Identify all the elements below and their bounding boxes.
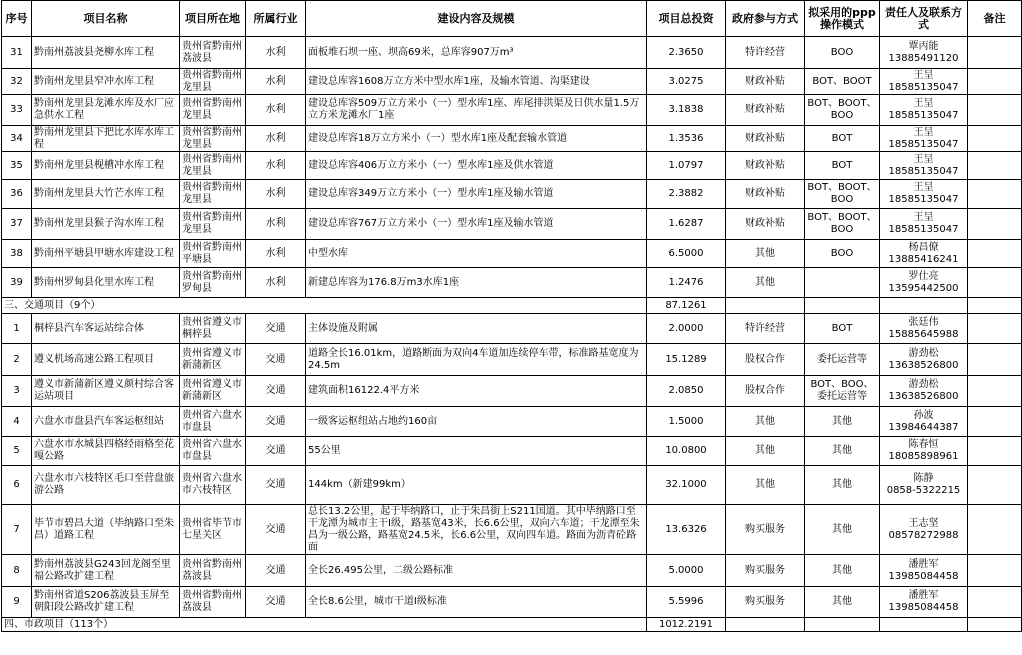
section-total: 1012.2191	[647, 618, 726, 632]
responsible-person	[880, 407, 968, 437]
project-location: 贵州省黔南州荔波县	[180, 555, 246, 587]
table-row	[2, 407, 1022, 437]
project-name: 毕节市碧昌大道（毕纳路口至朱昌）道路工程	[32, 505, 180, 555]
ppp-mode: 其他	[805, 437, 880, 466]
table-row	[2, 69, 1022, 95]
ppp-mode: BOT	[805, 152, 880, 180]
project-name: 黔南州省道S206荔波县玉屏至朝阳段公路改扩建工程	[32, 587, 180, 618]
government-participation: 财政补贴	[726, 209, 805, 240]
construction-content: 建设总库容509万立方米小（一）型水库1座、库尾排洪渠及日供水量1.5万立方米龙滩水厂1座	[306, 95, 647, 126]
remarks	[968, 505, 1022, 555]
project-name: 黔南州龙里县下把比水库水库工程	[32, 126, 180, 152]
industry: 交通	[246, 437, 306, 466]
government-participation: 购买服务	[726, 587, 805, 618]
responsible-person	[880, 209, 968, 240]
government-participation: 财政补贴	[726, 69, 805, 95]
remarks	[968, 126, 1022, 152]
government-participation: 特许经营	[726, 314, 805, 344]
remarks	[968, 555, 1022, 587]
phone-number: 13985084458	[888, 570, 959, 582]
industry: 水利	[246, 37, 306, 69]
table-row	[2, 152, 1022, 180]
row-number: 32	[2, 69, 32, 95]
responsible-person	[880, 466, 968, 505]
industry: 交通	[246, 376, 306, 407]
table-row	[2, 37, 1022, 69]
person-name: 潘胜军	[908, 558, 939, 570]
phone-number: 18585135047	[888, 110, 959, 121]
project-name: 遵义市新蒲新区遵义颜村综合客运站项目	[32, 376, 180, 407]
phone-number: 08578272988	[888, 529, 959, 541]
project-name: 黔南州罗甸县化里水库工程	[32, 268, 180, 298]
project-name: 黔南州荔波县尧柳水库工程	[32, 37, 180, 69]
remarks	[968, 37, 1022, 69]
phone-number: 13595442500	[888, 282, 959, 294]
project-name: 黔南州龙里县大竹芒水库工程	[32, 180, 180, 209]
project-name: 六盘水市六枝特区毛口至营盘旅游公路	[32, 466, 180, 505]
responsible-person	[880, 126, 968, 152]
construction-content: 中型水库	[306, 240, 647, 268]
responsible-person	[880, 37, 968, 69]
ppp-mode: 其他	[805, 505, 880, 555]
remarks	[968, 376, 1022, 407]
remarks	[968, 587, 1022, 618]
project-location: 贵州省遵义市桐梓县	[180, 314, 246, 344]
person-name: 陈静	[913, 473, 934, 484]
ppp-mode: BOT、BOOT、BOO	[805, 180, 880, 209]
row-number: 8	[2, 555, 32, 587]
total-investment: 1.5000	[647, 407, 726, 437]
industry: 水利	[246, 126, 306, 152]
person-name: 张廷伟	[908, 316, 939, 328]
header-cell: 建设内容及规模	[306, 1, 647, 37]
construction-content: 道路全长16.01km，道路断面为双向4车道加连续停车带，标准路基宽度为24.5m	[306, 344, 647, 376]
total-investment: 32.1000	[647, 466, 726, 505]
construction-content: 建设总库容406万立方米小（一）型水库1座及供水管道	[306, 152, 647, 180]
person-name: 王呈	[913, 212, 934, 223]
ppp-mode: BOT	[805, 126, 880, 152]
government-participation: 其他	[726, 268, 805, 298]
responsible-person	[880, 152, 968, 180]
row-number: 5	[2, 437, 32, 466]
remarks	[968, 268, 1022, 298]
responsible-person	[880, 505, 968, 555]
ppp-mode: BOT	[805, 314, 880, 344]
responsible-person	[880, 555, 968, 587]
government-participation: 财政补贴	[726, 95, 805, 126]
government-participation: 其他	[726, 466, 805, 505]
total-investment: 15.1289	[647, 344, 726, 376]
project-location: 贵州省六盘水市盘县	[180, 407, 246, 437]
section-label: 三、交通项目（9个）	[2, 298, 647, 314]
total-investment: 2.3882	[647, 180, 726, 209]
project-name: 黔南州龙里县窄冲水库工程	[32, 69, 180, 95]
government-participation: 其他	[726, 407, 805, 437]
project-location: 贵州省黔南州龙里县	[180, 95, 246, 126]
project-location: 贵州省遵义市新蒲新区	[180, 376, 246, 407]
row-number: 35	[2, 152, 32, 180]
construction-content: 全长26.495公里，二级公路标准	[306, 555, 647, 587]
total-investment: 2.3650	[647, 37, 726, 69]
row-number: 31	[2, 37, 32, 69]
total-investment: 1.3536	[647, 126, 726, 152]
government-participation: 其他	[726, 240, 805, 268]
water-rows	[2, 37, 1022, 298]
person-name: 陈春恒	[908, 439, 939, 450]
phone-number: 18585135047	[888, 81, 959, 93]
remarks	[968, 240, 1022, 268]
remarks	[968, 314, 1022, 344]
remarks	[968, 180, 1022, 209]
government-participation: 特许经营	[726, 37, 805, 69]
construction-content: 144km（新建99km）	[306, 466, 647, 505]
section-label: 四、市政项目（113个）	[2, 618, 647, 632]
table-row	[2, 126, 1022, 152]
remarks	[968, 69, 1022, 95]
construction-content: 建设总库容349万立方米小（一）型水库1座及输水管道	[306, 180, 647, 209]
person-name: 罗仕亮	[908, 270, 939, 282]
phone-number: 18585135047	[888, 138, 959, 150]
responsible-person	[880, 587, 968, 618]
responsible-person	[880, 344, 968, 376]
industry: 水利	[246, 95, 306, 126]
phone-number: 13985084458	[888, 602, 959, 613]
total-investment: 1.6287	[647, 209, 726, 240]
table-row	[2, 555, 1022, 587]
table-row	[2, 180, 1022, 209]
industry: 水利	[246, 240, 306, 268]
header-cell: 项目名称	[32, 1, 180, 37]
person-name: 王呈	[913, 69, 934, 81]
total-investment: 2.0000	[647, 314, 726, 344]
header-cell: 序号	[2, 1, 32, 37]
responsible-person	[880, 268, 968, 298]
person-name: 王呈	[913, 182, 934, 193]
person-name: 王呈	[913, 98, 934, 109]
government-participation: 购买服务	[726, 555, 805, 587]
row-number: 6	[2, 466, 32, 505]
row-number: 4	[2, 407, 32, 437]
project-location: 贵州省黔南州龙里县	[180, 126, 246, 152]
phone-number: 13638526800	[888, 359, 959, 371]
remarks	[968, 95, 1022, 126]
phone-number: 13885491120	[888, 52, 959, 64]
construction-content: 一级客运枢纽站占地约160亩	[306, 407, 647, 437]
header-cell: 备注	[968, 1, 1022, 37]
remarks	[968, 437, 1022, 466]
project-location: 贵州省六盘水市盘县	[180, 437, 246, 466]
table-row	[2, 376, 1022, 407]
project-table	[1, 0, 1022, 632]
government-participation: 股权合作	[726, 376, 805, 407]
ppp-mode: 其他	[805, 466, 880, 505]
industry: 交通	[246, 466, 306, 505]
remarks	[968, 344, 1022, 376]
phone-number: 18585135047	[888, 194, 959, 205]
traffic-rows	[2, 314, 1022, 618]
project-name: 遵义机场高速公路工程项目	[32, 344, 180, 376]
project-location: 贵州省毕节市七星关区	[180, 505, 246, 555]
construction-content: 建设总库容1608万立方米中型水库1座，及输水管道、沟渠建设	[306, 69, 647, 95]
project-location: 贵州省六盘水市六枝特区	[180, 466, 246, 505]
industry: 水利	[246, 152, 306, 180]
header-cell: 政府参与方式	[726, 1, 805, 37]
person-name: 游劲松	[908, 347, 939, 359]
person-name: 潘胜军	[908, 590, 939, 601]
row-number: 36	[2, 180, 32, 209]
government-participation: 股权合作	[726, 344, 805, 376]
person-name: 覃丙能	[908, 40, 939, 52]
phone-number: 13984644387	[888, 421, 959, 433]
project-location: 贵州省黔南州荔波县	[180, 587, 246, 618]
construction-content: 新建总库容为176.8万m3水库1座	[306, 268, 647, 298]
project-name: 六盘水市盘县汽车客运枢纽站	[32, 407, 180, 437]
construction-content: 建设总库容767万立方米小（一）型水库1座及输水管道	[306, 209, 647, 240]
row-number: 2	[2, 344, 32, 376]
section-row-traffic	[2, 298, 1022, 314]
phone-number: 18585135047	[888, 165, 959, 177]
project-location: 贵州省黔南州罗甸县	[180, 268, 246, 298]
government-participation: 财政补贴	[726, 152, 805, 180]
project-name: 黔南州龙里县枧槽冲水库工程	[32, 152, 180, 180]
project-location: 贵州省黔南州荔波县	[180, 37, 246, 69]
row-number: 1	[2, 314, 32, 344]
header-cell: 项目总投资	[647, 1, 726, 37]
total-investment: 3.1838	[647, 95, 726, 126]
person-name: 王志坚	[908, 517, 939, 529]
industry: 水利	[246, 268, 306, 298]
person-name: 王呈	[913, 126, 934, 138]
remarks	[968, 209, 1022, 240]
construction-content: 总长13.2公里，起于毕纳路口，止于朱昌街上S211国道。其中毕纳路口至干龙潭为城市主干I级，路基宽43米，长6.6公里，双向六车道；干龙潭至朱昌为一级公路，路基宽24.5米，长6.6公里，双向四车道。路面为沥青砼路面	[306, 505, 647, 555]
ppp-mode: BOO	[805, 240, 880, 268]
total-investment: 10.0800	[647, 437, 726, 466]
government-participation: 财政补贴	[726, 180, 805, 209]
total-investment: 5.0000	[647, 555, 726, 587]
phone-number: 13885416241	[888, 253, 959, 265]
ppp-mode: BOT、BOO、委托运营等	[805, 376, 880, 407]
project-location: 贵州省遵义市新蒲新区	[180, 344, 246, 376]
ppp-mode: 其他	[805, 407, 880, 437]
project-name: 黔南州龙里县龙滩水库及水厂应急供水工程	[32, 95, 180, 126]
industry: 交通	[246, 407, 306, 437]
phone-number: 18085898961	[888, 451, 959, 462]
industry: 交通	[246, 555, 306, 587]
person-name: 王呈	[913, 153, 934, 165]
ppp-mode: 其他	[805, 587, 880, 618]
row-number: 3	[2, 376, 32, 407]
header-cell: 项目所在地	[180, 1, 246, 37]
total-investment: 1.0797	[647, 152, 726, 180]
industry: 水利	[246, 180, 306, 209]
remarks	[968, 152, 1022, 180]
responsible-person	[880, 95, 968, 126]
phone-number: 13638526800	[888, 391, 959, 402]
person-name: 杨昌僚	[908, 241, 939, 253]
ppp-mode: 其他	[805, 555, 880, 587]
table-row	[2, 466, 1022, 505]
table-row	[2, 437, 1022, 466]
project-name: 黔南州荔波县G243回龙阁至里福公路改扩建工程	[32, 555, 180, 587]
construction-content: 面板堆石坝一座、坝高69米，总库容907万m³	[306, 37, 647, 69]
person-name: 孙波	[913, 409, 934, 421]
industry: 交通	[246, 344, 306, 376]
responsible-person	[880, 240, 968, 268]
construction-content: 55公里	[306, 437, 647, 466]
project-location: 贵州省黔南州龙里县	[180, 209, 246, 240]
header-row	[2, 1, 1022, 37]
row-number: 37	[2, 209, 32, 240]
construction-content: 建筑面积16122.4平方米	[306, 376, 647, 407]
ppp-mode: BOT、BOOT、BOO	[805, 209, 880, 240]
table-row	[2, 314, 1022, 344]
project-name: 桐梓县汽车客运站综合体	[32, 314, 180, 344]
section-total: 87.1261	[647, 298, 726, 314]
table-row	[2, 95, 1022, 126]
row-number: 38	[2, 240, 32, 268]
total-investment: 5.5996	[647, 587, 726, 618]
industry: 交通	[246, 505, 306, 555]
header-cell: 责任人及联系方式	[880, 1, 968, 37]
remarks	[968, 407, 1022, 437]
header-cell: 拟采用的ppp操作模式	[805, 1, 880, 37]
table-row	[2, 268, 1022, 298]
construction-content: 主体设施及附属	[306, 314, 647, 344]
remarks	[968, 466, 1022, 505]
table-row	[2, 344, 1022, 376]
row-number: 39	[2, 268, 32, 298]
responsible-person	[880, 69, 968, 95]
row-number: 34	[2, 126, 32, 152]
table-row	[2, 587, 1022, 618]
industry: 水利	[246, 69, 306, 95]
row-number: 33	[2, 95, 32, 126]
table-row	[2, 240, 1022, 268]
government-participation: 其他	[726, 437, 805, 466]
table-row	[2, 209, 1022, 240]
total-investment: 6.5000	[647, 240, 726, 268]
construction-content: 全长8.6公里，城市干道Ⅰ级标准	[306, 587, 647, 618]
responsible-person	[880, 180, 968, 209]
header-cell: 所属行业	[246, 1, 306, 37]
project-location: 贵州省黔南州龙里县	[180, 69, 246, 95]
ppp-mode	[805, 268, 880, 298]
phone-number: 18585135047	[888, 224, 959, 235]
phone-number: 0858-5322215	[886, 485, 961, 496]
ppp-mode: BOT、BOOT	[805, 69, 880, 95]
government-participation: 购买服务	[726, 505, 805, 555]
total-investment: 3.0275	[647, 69, 726, 95]
project-location: 贵州省黔南州平塘县	[180, 240, 246, 268]
project-name: 黔南州龙里县猴子沟水库工程	[32, 209, 180, 240]
row-number: 9	[2, 587, 32, 618]
responsible-person	[880, 314, 968, 344]
person-name: 游劲松	[908, 379, 939, 390]
industry: 水利	[246, 209, 306, 240]
industry: 交通	[246, 587, 306, 618]
project-name: 黔南州平塘县甲塘水库建设工程	[32, 240, 180, 268]
construction-content: 建设总库容18万立方米小（一）型水库1座及配套输水管道	[306, 126, 647, 152]
responsible-person	[880, 376, 968, 407]
industry: 交通	[246, 314, 306, 344]
section-row-municipal	[2, 618, 1022, 632]
total-investment: 1.2476	[647, 268, 726, 298]
project-location: 贵州省黔南州龙里县	[180, 152, 246, 180]
ppp-mode: BOO	[805, 37, 880, 69]
row-number: 7	[2, 505, 32, 555]
phone-number: 15885645988	[888, 328, 959, 340]
ppp-mode: BOT、BOOT、BOO	[805, 95, 880, 126]
table-row	[2, 505, 1022, 555]
project-name: 六盘水市水城县四格经雨格至花嘎公路	[32, 437, 180, 466]
total-investment: 2.0850	[647, 376, 726, 407]
project-location: 贵州省黔南州龙里县	[180, 180, 246, 209]
responsible-person	[880, 437, 968, 466]
total-investment: 13.6326	[647, 505, 726, 555]
ppp-mode: 委托运营等	[805, 344, 880, 376]
government-participation: 财政补贴	[726, 126, 805, 152]
